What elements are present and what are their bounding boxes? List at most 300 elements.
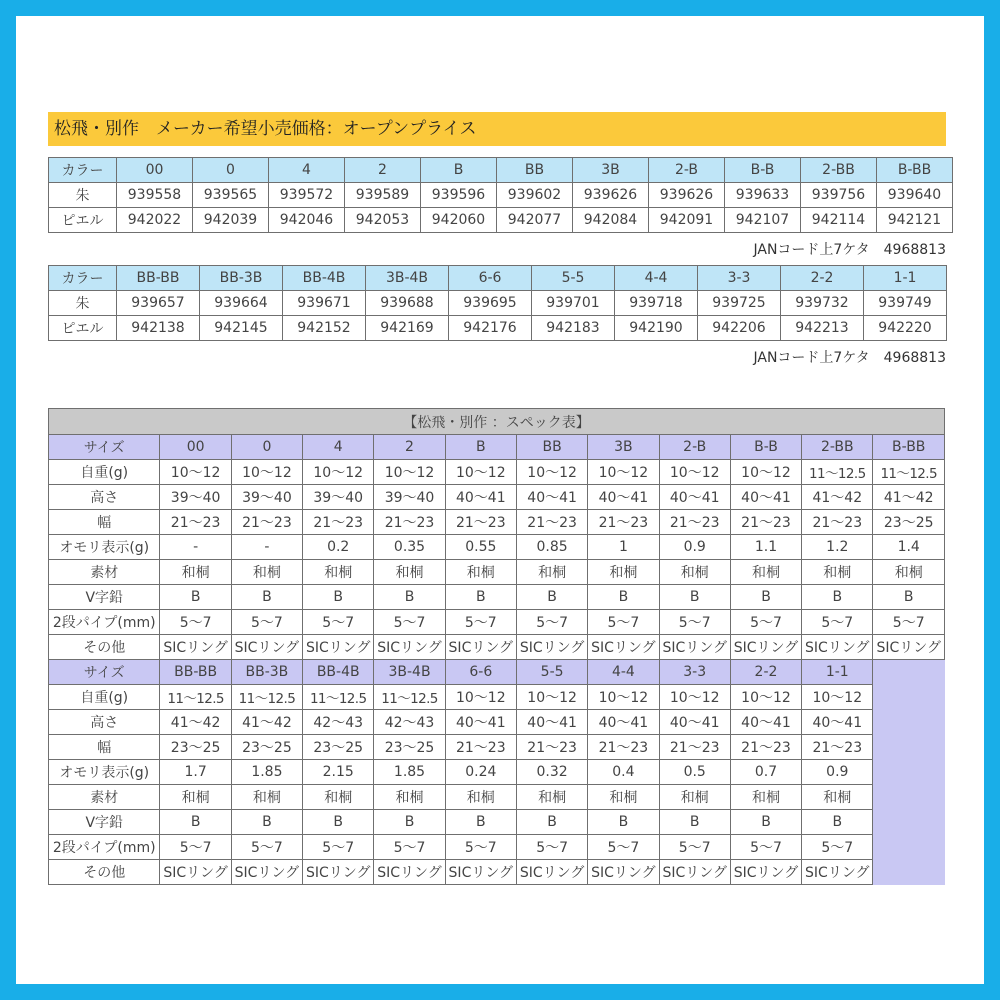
spec-value-cell: 和桐 xyxy=(588,785,659,810)
spec-value-cell: 42～43 xyxy=(374,710,445,735)
spec-value-cell: B xyxy=(516,585,587,610)
spec-value-cell: 10～12 xyxy=(516,460,587,485)
spec-value-cell: B xyxy=(730,810,801,835)
color-header-label: カラー xyxy=(49,158,117,183)
spec-value-cell: 21～23 xyxy=(516,735,587,760)
jan-code-cell: 939756 xyxy=(801,183,877,208)
spec-value-cell: SICリング xyxy=(374,860,445,885)
spec-value-cell: 0.5 xyxy=(659,760,730,785)
jan-code-cell: 939558 xyxy=(117,183,193,208)
spec-value-cell: SICリング xyxy=(303,860,374,885)
jan-code-cell: 942169 xyxy=(366,316,449,341)
jan-code-cell: 939626 xyxy=(649,183,725,208)
jan-code-cell: 939688 xyxy=(366,291,449,316)
spec-value-cell: SICリング xyxy=(516,860,587,885)
spec-value-cell: B xyxy=(730,585,801,610)
spec-value-cell: 11～12.5 xyxy=(802,460,873,485)
spec-row-label: 素材 xyxy=(49,785,160,810)
spec-value-cell: 21～23 xyxy=(160,510,231,535)
spec-value-cell: B xyxy=(445,585,516,610)
spec-value-cell: 1.7 xyxy=(160,760,231,785)
spec-value-cell: B xyxy=(303,810,374,835)
jan-code-cell: 939749 xyxy=(864,291,947,316)
spec-value-cell: 10～12 xyxy=(445,685,516,710)
spec-row-label: 高さ xyxy=(49,485,160,510)
spec-value-cell: 1.4 xyxy=(873,535,945,560)
spec-value-cell: B xyxy=(374,810,445,835)
spec-row-label: その他 xyxy=(49,860,160,885)
jan-code-cell: 942060 xyxy=(421,208,497,233)
spec-value-cell: 和桐 xyxy=(730,560,801,585)
jan-code-cell: 942183 xyxy=(532,316,615,341)
spec-value-cell: 41～42 xyxy=(802,485,873,510)
spec-row xyxy=(49,760,945,785)
size-header-cell: B-BB xyxy=(873,435,945,460)
spec-value-cell: B xyxy=(802,585,873,610)
spec-value-cell: B xyxy=(802,810,873,835)
spec-value-cell: 2.15 xyxy=(303,760,374,785)
spec-row-label: 高さ xyxy=(49,710,160,735)
spec-row-label: 2段パイプ(mm) xyxy=(49,610,160,635)
spec-value-cell: 21～23 xyxy=(730,510,801,535)
spec-row-label: V字鉛 xyxy=(49,810,160,835)
spec-value-cell: 0.55 xyxy=(445,535,516,560)
spec-value-cell: 5～7 xyxy=(802,610,873,635)
spec-value-cell: 和桐 xyxy=(730,785,801,810)
spec-value-cell: 40～41 xyxy=(445,710,516,735)
spec-value-cell: SICリング xyxy=(445,635,516,660)
spec-row xyxy=(49,710,945,735)
spec-row-label: 幅 xyxy=(49,510,160,535)
spec-row-label: 自重(g) xyxy=(49,460,160,485)
spec-value-cell: 10～12 xyxy=(588,460,659,485)
spec-row xyxy=(49,510,945,535)
spec-value-cell: 5～7 xyxy=(659,610,730,635)
spec-value-cell: 1 xyxy=(588,535,659,560)
size-header-cell: B-BB xyxy=(877,158,953,183)
spec-value-cell: 5～7 xyxy=(303,610,374,635)
size-header-cell: B-B xyxy=(725,158,801,183)
size-header-cell: B xyxy=(445,435,516,460)
spec-value-cell: 0.85 xyxy=(516,535,587,560)
spec-value-cell: 5～7 xyxy=(659,835,730,860)
size-header-cell: 00 xyxy=(160,435,231,460)
jan-code-cell: 939633 xyxy=(725,183,801,208)
spec-row xyxy=(49,610,945,635)
size-header-cell: BB-BB xyxy=(117,266,200,291)
spec-value-cell: 10～12 xyxy=(445,460,516,485)
size-header-cell: 4-4 xyxy=(615,266,698,291)
spec-value-cell: 23～25 xyxy=(374,735,445,760)
spec-value-cell: B xyxy=(160,585,231,610)
jan-code-cell: 939640 xyxy=(877,183,953,208)
jan-code-cell: 942121 xyxy=(877,208,953,233)
size-header-cell: 3B-4B xyxy=(366,266,449,291)
spec-value-cell: SICリング xyxy=(516,635,587,660)
jan-note-1: JANコード上7ケタ 4968813 xyxy=(753,242,946,258)
jan-code-cell: 939664 xyxy=(200,291,283,316)
size-header-cell: 3B xyxy=(573,158,649,183)
size-header-cell: 1-1 xyxy=(802,660,873,685)
size-header-cell: 0 xyxy=(231,435,302,460)
size-header-cell: 2 xyxy=(345,158,421,183)
jan-code-cell: 939602 xyxy=(497,183,573,208)
jan-code-cell: 939589 xyxy=(345,183,421,208)
spec-value-cell: 10～12 xyxy=(231,460,302,485)
spec-value-cell: 40～41 xyxy=(802,710,873,735)
size-header-cell: BB-4B xyxy=(283,266,366,291)
jan-code-cell: 939671 xyxy=(283,291,366,316)
spec-value-cell: 41～42 xyxy=(231,710,302,735)
size-header-cell: 2 xyxy=(374,435,445,460)
size-label: サイズ xyxy=(49,435,160,460)
spec-row xyxy=(49,485,945,510)
spec-value-cell: 5～7 xyxy=(445,610,516,635)
spec-value-cell: SICリング xyxy=(160,860,231,885)
spec-value-cell: B xyxy=(231,585,302,610)
jan-note-2: JANコード上7ケタ 4968813 xyxy=(753,350,946,366)
spec-value-cell: 和桐 xyxy=(516,560,587,585)
spec-row-label: その他 xyxy=(49,635,160,660)
size-header-cell: 4 xyxy=(303,435,374,460)
spec-value-cell: 21～23 xyxy=(445,510,516,535)
empty-cell xyxy=(873,660,945,885)
spec-row-label: オモリ表示(g) xyxy=(49,760,160,785)
spec-value-cell: B xyxy=(588,585,659,610)
jan-row xyxy=(49,208,953,233)
spec-row xyxy=(49,585,945,610)
jan-table-2 xyxy=(48,265,947,341)
spec-value-cell: 11～12.5 xyxy=(873,460,945,485)
spec-row xyxy=(49,685,945,710)
jan-code-cell: 942107 xyxy=(725,208,801,233)
spec-row-label: 2段パイプ(mm) xyxy=(49,835,160,860)
spec-value-cell: 和桐 xyxy=(231,785,302,810)
size-header-cell: 0 xyxy=(193,158,269,183)
jan-code-cell: 942220 xyxy=(864,316,947,341)
spec-size-row xyxy=(49,435,945,460)
jan-code-cell: 939626 xyxy=(573,183,649,208)
spec-value-cell: 和桐 xyxy=(659,785,730,810)
spec-value-cell: 和桐 xyxy=(374,785,445,810)
spec-value-cell: 40～41 xyxy=(659,710,730,735)
color-label: 朱 xyxy=(49,183,117,208)
spec-value-cell: 0.9 xyxy=(802,760,873,785)
jan-row xyxy=(49,183,953,208)
spec-value-cell: 39～40 xyxy=(303,485,374,510)
spec-value-cell: 23～25 xyxy=(303,735,374,760)
spec-value-cell: 0.24 xyxy=(445,760,516,785)
spec-value-cell: 5～7 xyxy=(160,610,231,635)
spec-value-cell: 5～7 xyxy=(231,610,302,635)
spec-value-cell: 和桐 xyxy=(303,560,374,585)
size-header-cell: BB-3B xyxy=(231,660,302,685)
spec-value-cell: 和桐 xyxy=(516,785,587,810)
spec-value-cell: 21～23 xyxy=(802,735,873,760)
size-header-cell: 6-6 xyxy=(449,266,532,291)
size-header-cell: BB-BB xyxy=(160,660,231,685)
spec-value-cell: 39～40 xyxy=(231,485,302,510)
jan-code-cell: 939725 xyxy=(698,291,781,316)
size-header-cell: 2-B xyxy=(649,158,725,183)
jan-code-cell: 939732 xyxy=(781,291,864,316)
spec-value-cell: B xyxy=(659,585,730,610)
jan-code-cell: 942176 xyxy=(449,316,532,341)
size-header-cell: 2-B xyxy=(659,435,730,460)
spec-value-cell: 10～12 xyxy=(160,460,231,485)
spec-value-cell: 和桐 xyxy=(802,560,873,585)
spec-value-cell: 0.2 xyxy=(303,535,374,560)
spec-value-cell: 21～23 xyxy=(588,735,659,760)
spec-value-cell: SICリング xyxy=(231,635,302,660)
spec-value-cell: 40～41 xyxy=(445,485,516,510)
size-header-cell: BB-4B xyxy=(303,660,374,685)
spec-value-cell: SICリング xyxy=(160,635,231,660)
jan-code-cell: 942091 xyxy=(649,208,725,233)
spec-value-cell: B xyxy=(873,585,945,610)
spec-value-cell: 11～12.5 xyxy=(303,685,374,710)
spec-value-cell: 和桐 xyxy=(160,785,231,810)
spec-value-cell: 10～12 xyxy=(303,460,374,485)
spec-row xyxy=(49,835,945,860)
spec-value-cell: 和桐 xyxy=(659,560,730,585)
spec-value-cell: 11～12.5 xyxy=(374,685,445,710)
spec-row xyxy=(49,635,945,660)
spec-value-cell: 40～41 xyxy=(730,710,801,735)
size-header-cell: B xyxy=(421,158,497,183)
size-header-cell: 5-5 xyxy=(516,660,587,685)
spec-value-cell: - xyxy=(160,535,231,560)
spec-value-cell: 5～7 xyxy=(516,835,587,860)
spec-value-cell: B xyxy=(231,810,302,835)
spec-value-cell: SICリング xyxy=(873,635,945,660)
spec-value-cell: 5～7 xyxy=(730,610,801,635)
spec-value-cell: 1.85 xyxy=(374,760,445,785)
spec-value-cell: 21～23 xyxy=(303,510,374,535)
jan-row xyxy=(49,316,947,341)
size-header-cell: 4-4 xyxy=(588,660,659,685)
spec-value-cell: B xyxy=(588,810,659,835)
jan-header-row xyxy=(49,158,953,183)
spec-value-cell: SICリング xyxy=(303,635,374,660)
spec-value-cell: 10～12 xyxy=(730,460,801,485)
jan-code-cell: 942145 xyxy=(200,316,283,341)
spec-value-cell: SICリング xyxy=(374,635,445,660)
spec-value-cell: SICリング xyxy=(588,860,659,885)
jan-header-row xyxy=(49,266,947,291)
jan-code-cell: 942039 xyxy=(193,208,269,233)
spec-row xyxy=(49,560,945,585)
spec-row xyxy=(49,735,945,760)
spec-value-cell: 40～41 xyxy=(730,485,801,510)
size-header-cell: 1-1 xyxy=(864,266,947,291)
spec-value-cell: 和桐 xyxy=(231,560,302,585)
spec-value-cell: 和桐 xyxy=(445,785,516,810)
spec-value-cell: 40～41 xyxy=(659,485,730,510)
spec-value-cell: 21～23 xyxy=(516,510,587,535)
spec-row-label: V字鉛 xyxy=(49,585,160,610)
spec-row xyxy=(49,535,945,560)
spec-row-label: オモリ表示(g) xyxy=(49,535,160,560)
spec-value-cell: 5～7 xyxy=(802,835,873,860)
spec-value-cell: 10～12 xyxy=(802,685,873,710)
spec-row xyxy=(49,860,945,885)
spec-value-cell: 1.2 xyxy=(802,535,873,560)
spec-value-cell: SICリング xyxy=(231,860,302,885)
jan-code-cell: 939718 xyxy=(615,291,698,316)
color-header-label: カラー xyxy=(49,266,117,291)
spec-value-cell: B xyxy=(374,585,445,610)
spec-value-cell: 5～7 xyxy=(873,610,945,635)
size-header-cell: 3-3 xyxy=(659,660,730,685)
spec-row xyxy=(49,460,945,485)
spec-value-cell: 39～40 xyxy=(374,485,445,510)
jan-code-cell: 939572 xyxy=(269,183,345,208)
spec-value-cell: - xyxy=(231,535,302,560)
spec-value-cell: B xyxy=(659,810,730,835)
spec-value-cell: 10～12 xyxy=(730,685,801,710)
size-header-cell: 5-5 xyxy=(532,266,615,291)
spec-value-cell: 41～42 xyxy=(873,485,945,510)
spec-value-cell: 11～12.5 xyxy=(231,685,302,710)
spec-table xyxy=(48,408,945,885)
size-label: サイズ xyxy=(49,660,160,685)
spec-row xyxy=(49,810,945,835)
jan-row xyxy=(49,291,947,316)
spec-value-cell: SICリング xyxy=(730,860,801,885)
spec-value-cell: 21～23 xyxy=(231,510,302,535)
spec-value-cell: 5～7 xyxy=(588,610,659,635)
spec-value-cell: B xyxy=(160,810,231,835)
spec-value-cell: SICリング xyxy=(730,635,801,660)
jan-code-cell: 939657 xyxy=(117,291,200,316)
spec-value-cell: 11～12.5 xyxy=(160,685,231,710)
spec-value-cell: B xyxy=(303,585,374,610)
spec-value-cell: 21～23 xyxy=(730,735,801,760)
size-header-cell: 3-3 xyxy=(698,266,781,291)
spec-value-cell: 和桐 xyxy=(374,560,445,585)
spec-value-cell: 42～43 xyxy=(303,710,374,735)
spec-value-cell: 5～7 xyxy=(516,610,587,635)
spec-value-cell: 和桐 xyxy=(873,560,945,585)
jan-code-cell: 939695 xyxy=(449,291,532,316)
size-header-cell: BB xyxy=(497,158,573,183)
size-header-cell: BB xyxy=(516,435,587,460)
jan-code-cell: 942046 xyxy=(269,208,345,233)
spec-value-cell: 23～25 xyxy=(160,735,231,760)
spec-value-cell: 1.85 xyxy=(231,760,302,785)
spec-value-cell: 和桐 xyxy=(160,560,231,585)
color-label: ピエル xyxy=(49,208,117,233)
color-label: ピエル xyxy=(49,316,117,341)
jan-code-cell: 942084 xyxy=(573,208,649,233)
jan-code-cell: 942138 xyxy=(117,316,200,341)
spec-caption-row xyxy=(49,409,945,435)
spec-value-cell: 5～7 xyxy=(730,835,801,860)
size-header-cell: BB-3B xyxy=(200,266,283,291)
spec-value-cell: B xyxy=(445,810,516,835)
spec-value-cell: 和桐 xyxy=(802,785,873,810)
spec-value-cell: 5～7 xyxy=(374,610,445,635)
spec-value-cell: 5～7 xyxy=(303,835,374,860)
spec-value-cell: 40～41 xyxy=(588,485,659,510)
size-header-cell: 3B xyxy=(588,435,659,460)
spec-value-cell: 10～12 xyxy=(659,460,730,485)
size-header-cell: 00 xyxy=(117,158,193,183)
spec-size-row xyxy=(49,660,945,685)
spec-value-cell: 21～23 xyxy=(374,510,445,535)
spec-value-cell: 21～23 xyxy=(659,510,730,535)
spec-value-cell: 1.1 xyxy=(730,535,801,560)
spec-value-cell: 21～23 xyxy=(659,735,730,760)
jan-code-cell: 939596 xyxy=(421,183,497,208)
size-header-cell: 2-2 xyxy=(781,266,864,291)
spec-value-cell: 0.7 xyxy=(730,760,801,785)
spec-value-cell: 10～12 xyxy=(516,685,587,710)
spec-value-cell: 40～41 xyxy=(516,710,587,735)
spec-value-cell: 0.32 xyxy=(516,760,587,785)
spec-value-cell: 21～23 xyxy=(445,735,516,760)
jan-code-cell: 939565 xyxy=(193,183,269,208)
size-header-cell: 3B-4B xyxy=(374,660,445,685)
jan-code-cell: 939701 xyxy=(532,291,615,316)
jan-table-1 xyxy=(48,157,953,233)
jan-code-cell: 942152 xyxy=(283,316,366,341)
jan-code-cell: 942114 xyxy=(801,208,877,233)
spec-value-cell: 0.4 xyxy=(588,760,659,785)
spec-value-cell: SICリング xyxy=(802,860,873,885)
spec-value-cell: SICリング xyxy=(659,635,730,660)
spec-value-cell: 39～40 xyxy=(160,485,231,510)
spec-value-cell: 10～12 xyxy=(659,685,730,710)
spec-value-cell: 21～23 xyxy=(588,510,659,535)
spec-value-cell: 5～7 xyxy=(160,835,231,860)
spec-value-cell: 5～7 xyxy=(374,835,445,860)
spec-caption: 【松飛・別作 ：スペック表】 xyxy=(49,409,945,435)
jan-code-cell: 942190 xyxy=(615,316,698,341)
spec-value-cell: 0.35 xyxy=(374,535,445,560)
spec-value-cell: 40～41 xyxy=(588,710,659,735)
spec-value-cell: 23～25 xyxy=(231,735,302,760)
spec-value-cell: 10～12 xyxy=(374,460,445,485)
spec-row-label: 素材 xyxy=(49,560,160,585)
size-header-cell: 4 xyxy=(269,158,345,183)
jan-code-cell: 942053 xyxy=(345,208,421,233)
jan-code-cell: 942077 xyxy=(497,208,573,233)
spec-value-cell: SICリング xyxy=(588,635,659,660)
spec-value-cell: B xyxy=(516,810,587,835)
page-title: 松飛・別作 メーカー希望小売価格：オープンプライス xyxy=(48,112,946,146)
spec-value-cell: SICリング xyxy=(445,860,516,885)
spec-value-cell: 21～23 xyxy=(802,510,873,535)
spec-row-label: 幅 xyxy=(49,735,160,760)
spec-value-cell: SICリング xyxy=(802,635,873,660)
jan-code-cell: 942213 xyxy=(781,316,864,341)
size-header-cell: B-B xyxy=(730,435,801,460)
size-header-cell: 2-2 xyxy=(730,660,801,685)
spec-row xyxy=(49,785,945,810)
spec-value-cell: 5～7 xyxy=(231,835,302,860)
spec-value-cell: 和桐 xyxy=(445,560,516,585)
spec-value-cell: 40～41 xyxy=(516,485,587,510)
spec-value-cell: 5～7 xyxy=(588,835,659,860)
spec-value-cell: 23～25 xyxy=(873,510,945,535)
spec-value-cell: 和桐 xyxy=(588,560,659,585)
spec-value-cell: 41～42 xyxy=(160,710,231,735)
spec-value-cell: SICリング xyxy=(659,860,730,885)
spec-value-cell: 5～7 xyxy=(445,835,516,860)
size-header-cell: 6-6 xyxy=(445,660,516,685)
